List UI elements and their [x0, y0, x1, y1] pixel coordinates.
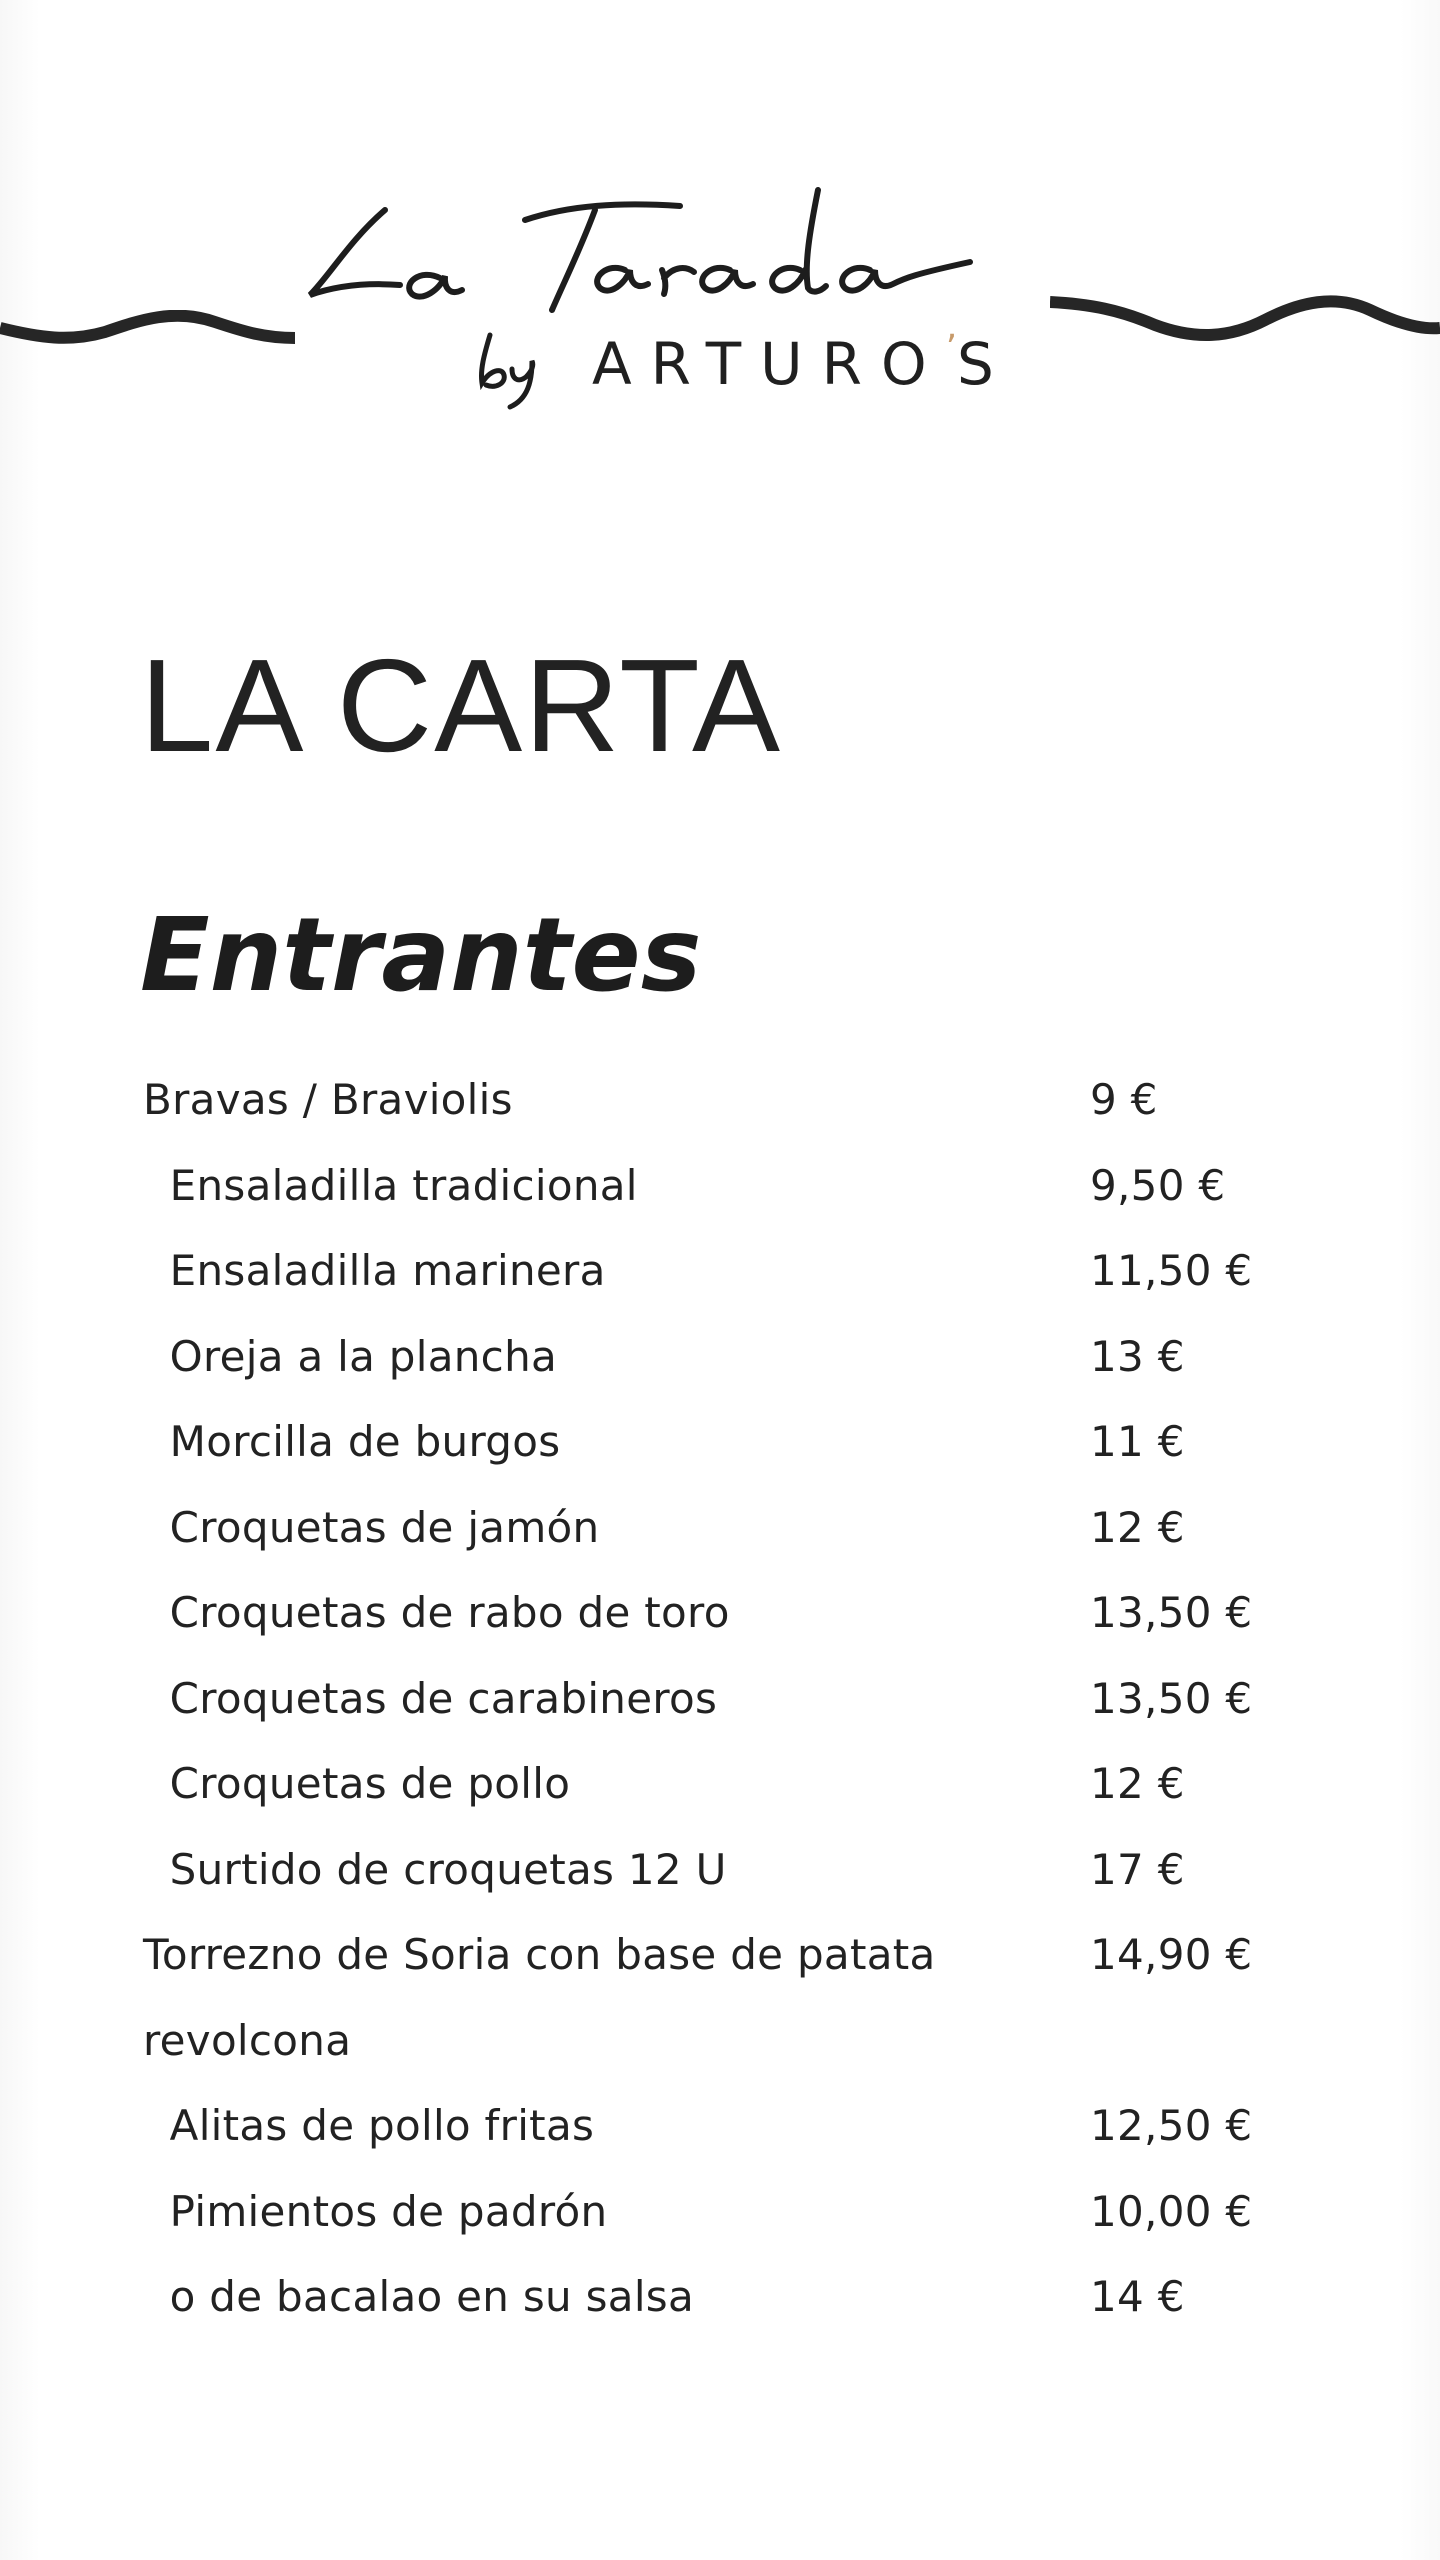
menu-item-price: 11,50 €: [1090, 1246, 1253, 1295]
menu-item: [0, 1399, 1440, 1485]
menu-item-price: 11 €: [1090, 1417, 1185, 1466]
menu-item: [0, 1827, 1440, 1913]
menu-item-name: Surtido de croquetas 12 U: [156, 1844, 727, 1894]
menu-item-price: 14,90 €: [1090, 1930, 1253, 1979]
menu-item-name: Morcilla de burgos: [156, 1417, 561, 1466]
menu-item-price: 10,00 €: [1090, 2186, 1253, 2236]
menu-items-list: [0, 1057, 1440, 2340]
wave-left-ornament: [0, 310, 295, 370]
menu-item: [0, 1143, 1440, 1229]
section-title-entrantes: Entrantes: [140, 896, 702, 1015]
menu-item-price: 12 €: [1090, 1502, 1185, 1552]
menu-item-name: Croquetas de pollo: [156, 1759, 571, 1808]
menu-item-price: 12,50 €: [1090, 2101, 1253, 2150]
menu-item-name: o de bacalao en su salsa: [156, 2272, 695, 2321]
menu-item-name: Croquetas de carabineros: [156, 1673, 718, 1723]
menu-item-name: Croquetas de rabo de toro: [156, 1588, 730, 1637]
menu-item: [0, 1485, 1440, 1571]
page-title: LA CARTA: [140, 632, 783, 779]
menu-item-name: Croquetas de jamón: [156, 1502, 600, 1552]
menu-item-name: Alitas de pollo fritas: [156, 2101, 595, 2150]
menu-item: [0, 1741, 1440, 1827]
menu-item: [0, 2169, 1440, 2255]
menu-item: [0, 1570, 1440, 1656]
menu-item-name: Ensaladilla marinera: [156, 1246, 606, 1295]
menu-item-price: 12 €: [1090, 1759, 1185, 1808]
menu-item: [0, 2254, 1440, 2340]
menu-item-price: 17 €: [1090, 1844, 1185, 1894]
menu-item: [0, 1228, 1440, 1314]
menu-item: [0, 1314, 1440, 1400]
brand-logo: [0, 0, 1440, 450]
logo-script-wordmark: [290, 170, 990, 330]
menu-item-name: Pimientos de padrón: [156, 2186, 608, 2236]
menu-item-price: 13,50 €: [1090, 1588, 1253, 1637]
logo-by-script: [470, 325, 560, 415]
menu-item-price: 9,50 €: [1090, 1160, 1226, 1210]
menu-item-price: 13 €: [1090, 1331, 1185, 1381]
menu-item-name: Ensaladilla tradicional: [156, 1160, 638, 1210]
menu-item: [0, 2083, 1440, 2169]
menu-item: [0, 1057, 1440, 1143]
menu-item-name: Torrezno de Soria con base de patata revolcona: [143, 1930, 950, 2065]
menu-item-price: 13,50 €: [1090, 1673, 1253, 1723]
logo-arturos-wordmark: ARTURO’S: [592, 328, 1013, 398]
menu-item: [0, 1912, 1440, 2083]
wave-right-ornament: [1050, 280, 1440, 350]
menu-item-name: Bravas / Braviolis: [143, 1075, 513, 1124]
menu-item-price: 14 €: [1090, 2272, 1185, 2321]
menu-item: [0, 1656, 1440, 1742]
menu-item-price: 9 €: [1090, 1075, 1158, 1124]
menu-item-name: Oreja a la plancha: [156, 1331, 558, 1381]
